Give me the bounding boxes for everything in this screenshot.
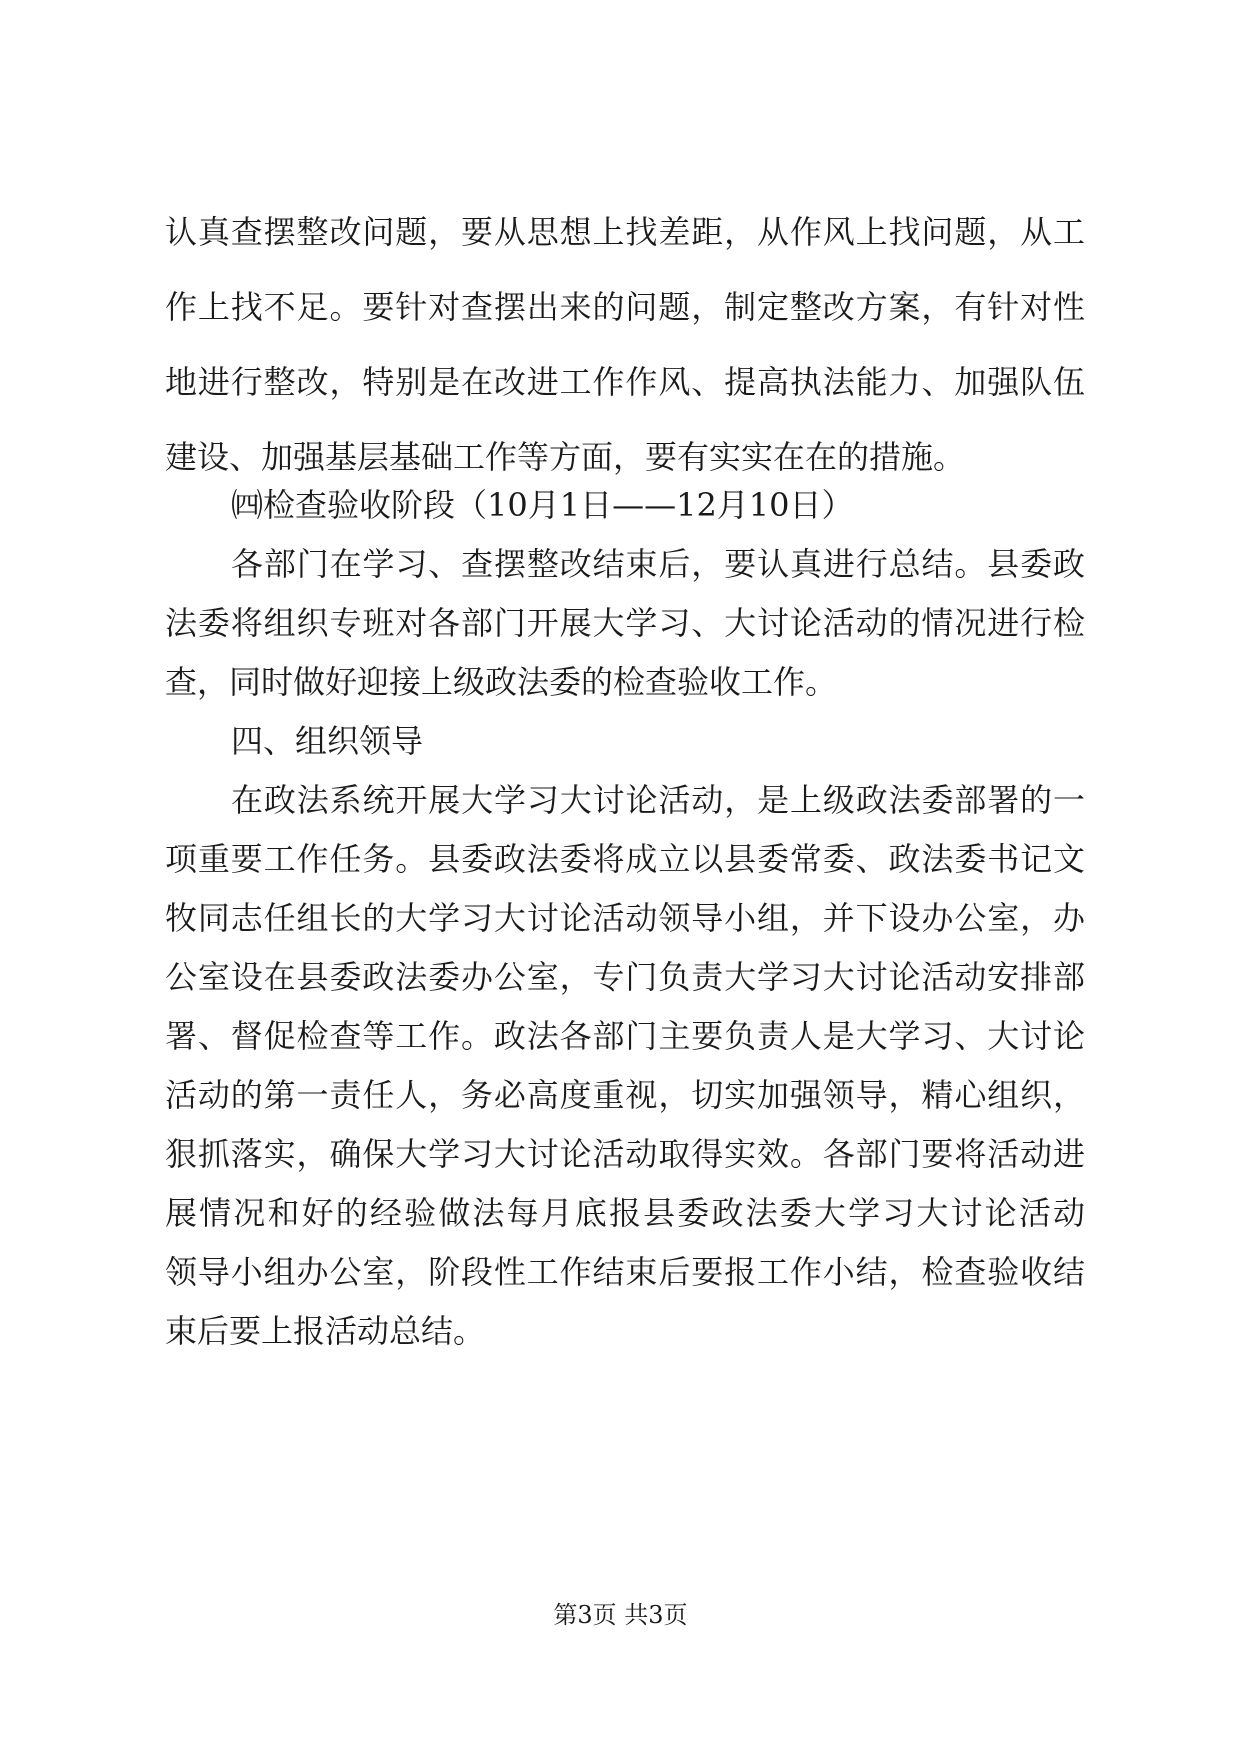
body-text-line: 牧同志任组长的大学习大讨论活动领导小组，并下设办公室，办 bbox=[165, 899, 1085, 937]
body-text-line: 公室设在县委政法委办公室，专门负责大学习大讨论活动安排部 bbox=[165, 958, 1085, 996]
body-text-line: 查，同时做好迎接上级政法委的检查验收工作。 bbox=[165, 663, 838, 701]
body-text-line: 认真查摆整改问题，要从思想上找差距，从作风上找问题，从工 bbox=[165, 213, 1085, 251]
body-text-line: 各部门在学习、查摆整改结束后，要认真进行总结。县委政 bbox=[231, 545, 1085, 583]
page-footer: 第3页 共3页 bbox=[553, 1601, 688, 1629]
body-text-line: 在政法系统开展大学习大讨论活动，是上级政法委部署的一 bbox=[231, 781, 1085, 819]
body-text-line: 狠抓落实，确保大学习大讨论活动取得实效。各部门要将活动进 bbox=[165, 1135, 1085, 1173]
section-heading: ㈣检查验收阶段（10月1日——12月10日） bbox=[231, 486, 854, 524]
body-text-line: 作上找不足。要针对查摆出来的问题，制定整改方案，有针对性 bbox=[165, 288, 1085, 326]
body-text-line: 地进行整改，特别是在改进工作作风、提高执法能力、加强队伍 bbox=[165, 363, 1085, 401]
body-text-line: 束后要上报活动总结。 bbox=[165, 1312, 486, 1350]
body-text-line: 展情况和好的经验做法每月底报县委政法委大学习大讨论活动 bbox=[165, 1194, 1085, 1232]
section-heading: 四、组织领导 bbox=[231, 722, 424, 760]
body-text-line: 建设、加强基层基础工作等方面，要有实实在在的措施。 bbox=[165, 438, 966, 476]
body-text-line: 领导小组办公室，阶段性工作结束后要报工作小结，检查验收结 bbox=[165, 1253, 1085, 1291]
body-text-line: 项重要工作任务。县委政法委将成立以县委常委、政法委书记文 bbox=[165, 840, 1085, 878]
body-text-line: 法委将组织专班对各部门开展大学习、大讨论活动的情况进行检 bbox=[165, 604, 1085, 642]
body-text-line: 活动的第一责任人，务必高度重视，切实加强领导，精心组织， bbox=[165, 1076, 1085, 1114]
body-text-line: 署、督促检查等工作。政法各部门主要负责人是大学习、大讨论 bbox=[165, 1017, 1085, 1055]
